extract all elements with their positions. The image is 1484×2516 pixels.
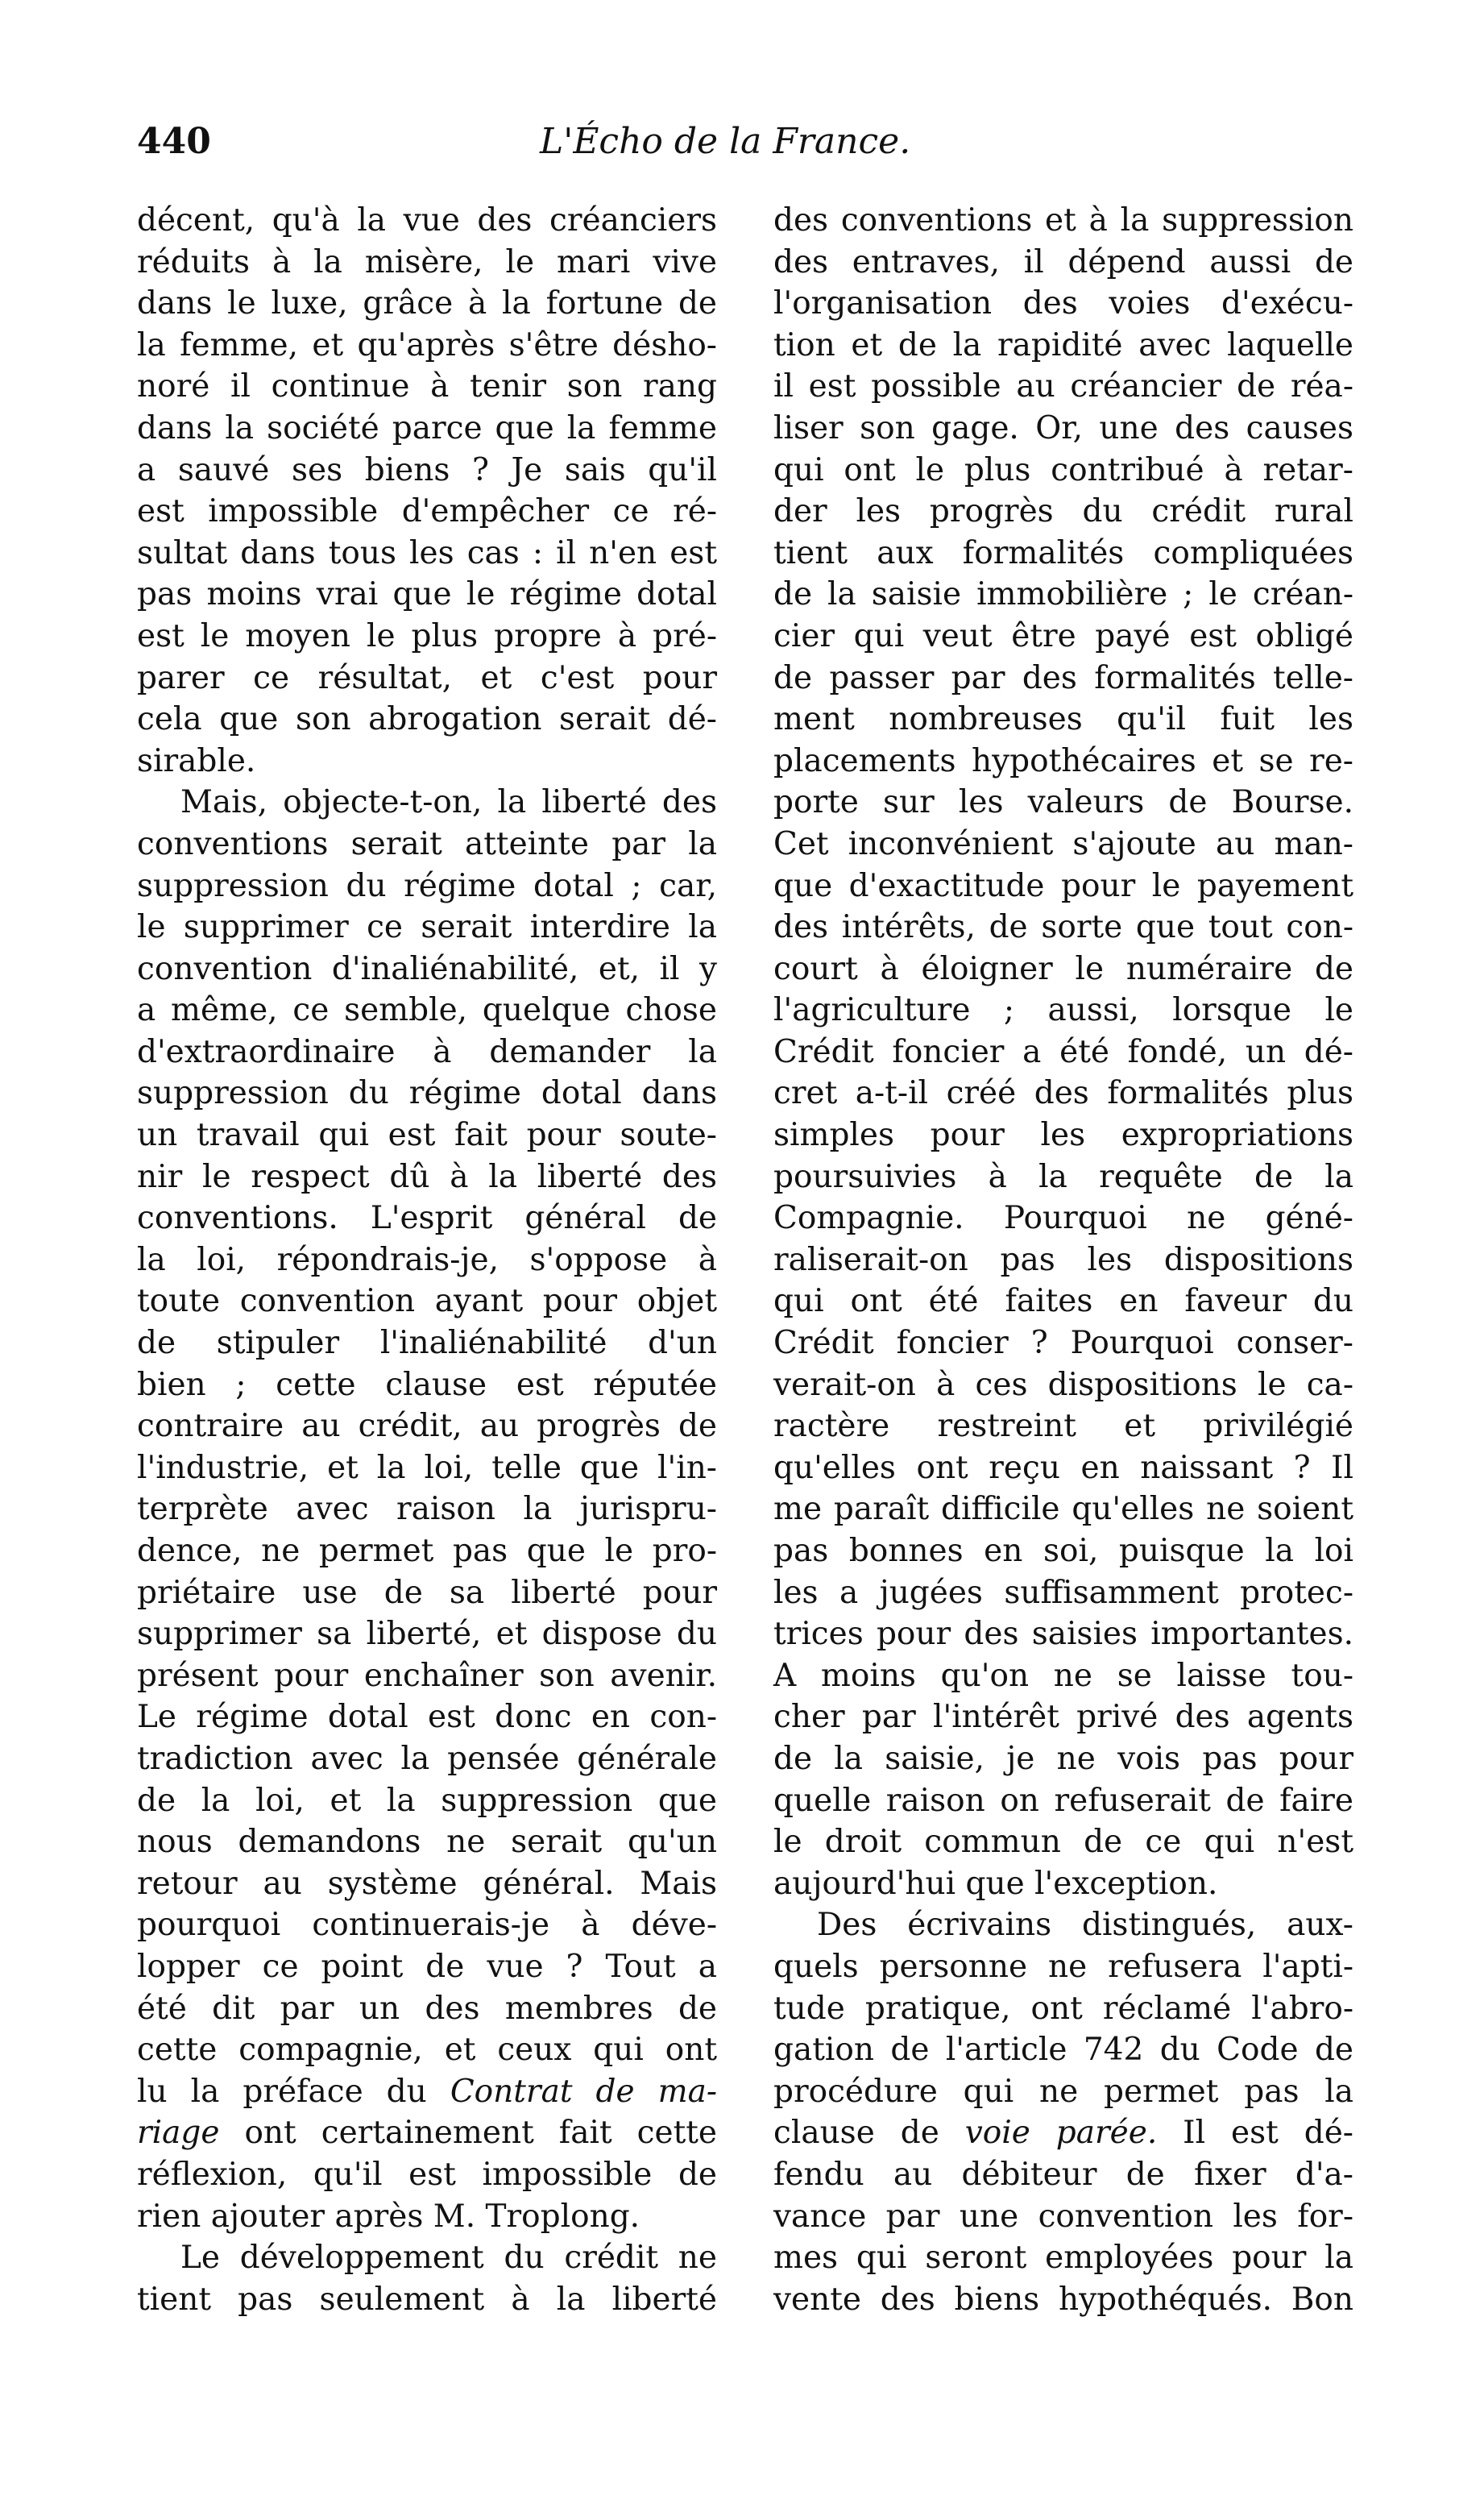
text-line: [137, 949, 717, 990]
line-text: placements hypothécaires et se re-: [773, 742, 1353, 779]
text-line: [773, 1655, 1353, 1697]
line-text: suppression du régime dotal ; car,: [137, 867, 717, 904]
line-text: verait-on à ces dispositions le ca-: [773, 1366, 1353, 1403]
line-text: rien ajouter après M. Troplong.: [137, 2198, 640, 2235]
line-text: de passer par des formalités telle-: [773, 659, 1353, 696]
line-text: court à éloigner le numéraire de: [773, 950, 1353, 987]
line-text: vance par une convention les for-: [773, 2198, 1353, 2235]
text-line: [773, 1738, 1353, 1780]
text-line: [137, 408, 717, 450]
line-text: vente des biens hypothéqués. Bon: [773, 2281, 1353, 2318]
text-line: [137, 1281, 717, 1322]
text-line: [137, 1032, 717, 1073]
line-text: cret a-t-il créé des formalités plus: [773, 1075, 1353, 1112]
line-text: lopper ce point de vue ? Tout a: [137, 1948, 717, 1985]
line-text: poursuivies à la requête de la: [773, 1158, 1353, 1195]
line-text: liser son gage. Or, une des causes: [773, 409, 1353, 446]
text-line: [137, 1073, 717, 1115]
line-text: parer ce résultat, et c'est pour: [137, 659, 717, 696]
text-line: [137, 1904, 717, 1946]
line-text: A moins qu'on ne se laisse tou-: [773, 1657, 1353, 1694]
text-line: [773, 1821, 1353, 1863]
line-text: la femme, et qu'après s'être désho-: [137, 326, 717, 363]
line-text: sirable.: [137, 742, 256, 779]
line-text: l'agriculture ; aussi, lorsque le: [773, 992, 1353, 1029]
text-line: [773, 1863, 1353, 1905]
text-line: [137, 1322, 717, 1364]
line-text: tion et de la rapidité avec laquelle: [773, 326, 1353, 363]
text-line: [773, 1156, 1353, 1198]
text-line: [773, 491, 1353, 533]
text-line: [137, 1946, 717, 1988]
line-text: toute convention ayant pour objet: [137, 1283, 717, 1320]
line-text: dence, ne permet pas que le pro-: [137, 1533, 717, 1569]
line-text: conventions. L'esprit général de: [137, 1200, 717, 1237]
text-line: [773, 325, 1353, 367]
text-line: [773, 408, 1353, 450]
line-text: procédure qui ne permet pas la: [773, 2073, 1353, 2110]
line-text: terprète avec raison la jurispru-: [137, 1491, 717, 1528]
line-text: cette compagnie, et ceux qui ont: [137, 2032, 717, 2069]
text-line: [137, 1572, 717, 1614]
text-line: [137, 1198, 717, 1239]
text-line: [773, 616, 1353, 658]
line-text: des conventions et à la suppression: [773, 202, 1353, 239]
line-text: il est possible au créancier de réa-: [773, 368, 1353, 405]
line-text: conventions serait atteinte par la: [137, 825, 717, 862]
text-line: [773, 949, 1353, 990]
text-line: [137, 1115, 717, 1156]
text-line: [137, 2237, 717, 2279]
text-line: [773, 741, 1353, 783]
text-line: [137, 1863, 717, 1905]
line-text: clause de: [773, 2115, 939, 2152]
text-line: [137, 450, 717, 492]
line-text: Crédit foncier a été fondé, un dé-: [773, 1033, 1353, 1070]
line-text: décent, qu'à la vue des créanciers: [137, 202, 717, 239]
text-line: [137, 866, 717, 907]
line-text: sultat dans tous les cas : il n'en est: [137, 534, 717, 571]
text-line: [773, 283, 1353, 325]
text-line: [137, 1239, 717, 1281]
line-text: Cet inconvénient s'ajoute au man-: [773, 825, 1353, 862]
line-text: pas bonnes en soi, puisque la loi: [773, 1533, 1353, 1569]
text-line: [773, 782, 1353, 824]
text-line: [137, 2154, 717, 2196]
line-text: pas moins vrai que le régime dotal: [137, 576, 717, 613]
line-text: porte sur les valeurs de Bourse.: [773, 784, 1353, 821]
text-line: [773, 533, 1353, 575]
left-text-column: [137, 200, 717, 2320]
text-line: [137, 242, 717, 284]
text-line: [773, 1946, 1353, 1988]
text-line: [137, 616, 717, 658]
line-text: cela que son abrogation serait dé-: [137, 701, 717, 738]
text-line: [137, 699, 717, 741]
page-number: 440: [137, 121, 211, 162]
line-text: Le régime dotal est donc en con-: [137, 1699, 717, 1736]
text-line: [137, 1738, 717, 1780]
text-line: [137, 1821, 717, 1863]
text-line: [773, 2237, 1353, 2279]
text-line: [137, 1530, 717, 1572]
line-text: la loi, répondrais-je, s'oppose à: [137, 1241, 717, 1278]
text-line: [773, 1281, 1353, 1322]
line-text: mes qui seront employées pour la: [773, 2240, 1353, 2277]
line-text: ment nombreuses qu'il fuit les: [773, 701, 1353, 738]
text-line: [773, 2029, 1353, 2071]
text-line: [137, 1780, 717, 1822]
text-line: [137, 907, 717, 949]
line-text: a sauvé ses biens ? Je sais qu'il: [137, 451, 717, 488]
line-text: nir le respect dû à la liberté des: [137, 1158, 717, 1195]
text-line: [773, 2112, 1353, 2154]
line-text: quelle raison on refuserait de faire: [773, 1782, 1353, 1819]
line-text: me paraît difficile qu'elles ne soient: [773, 1491, 1353, 1528]
text-line: [773, 2071, 1353, 2113]
text-line: [773, 1032, 1353, 1073]
text-line: [773, 242, 1353, 284]
text-line: [137, 1988, 717, 2030]
line-text: simples pour les expropriations: [773, 1117, 1353, 1154]
right-text-column: [773, 200, 1353, 2320]
italic-text: riage: [137, 2115, 220, 2152]
line-text: convention d'inaliénabilité, et, il y: [137, 950, 717, 987]
line-text: d'extraordinaire à demander la: [137, 1033, 717, 1070]
line-text: de la loi, et la suppression que: [137, 1782, 717, 1819]
line-text: der les progrès du crédit rural: [773, 493, 1353, 530]
text-line: [773, 907, 1353, 949]
line-text: gation de l'article 742 du Code de: [773, 2032, 1353, 2069]
line-text: contraire au crédit, au progrès de: [137, 1408, 717, 1445]
text-line: [773, 2154, 1353, 2196]
line-text: réduits à la misère, le mari vive: [137, 243, 717, 280]
text-line: [773, 1073, 1353, 1115]
text-line: [773, 1530, 1353, 1572]
line-text: nous demandons ne serait qu'un: [137, 1824, 717, 1861]
text-line: [137, 1696, 717, 1738]
line-text: qui ont été faites en faveur du: [773, 1283, 1353, 1320]
line-text: de la saisie, je ne vois pas pour: [773, 1740, 1353, 1777]
line-text: ont certainement fait cette: [244, 2115, 717, 2152]
text-line: [137, 1156, 717, 1198]
line-text: lu la préface du: [137, 2073, 427, 2110]
text-line: [773, 866, 1353, 907]
line-text: est le moyen le plus propre à pré-: [137, 617, 717, 654]
line-text: supprimer sa liberté, et dispose du: [137, 1616, 717, 1653]
text-line: [137, 491, 717, 533]
text-line: [773, 1239, 1353, 1281]
running-title: L'Écho de la France.: [540, 121, 911, 162]
text-line: [773, 1780, 1353, 1822]
text-line: [137, 366, 717, 408]
text-line: [137, 2279, 717, 2321]
line-text: de la saisie immobilière ; le créan-: [773, 576, 1353, 613]
text-line: [137, 200, 717, 242]
line-text: cher par l'intérêt privé des agents: [773, 1699, 1353, 1736]
text-line: [773, 574, 1353, 616]
line-text: dans le luxe, grâce à la fortune de: [137, 285, 717, 322]
line-text: l'organisation des voies d'exécu-: [773, 285, 1353, 322]
text-line: [137, 2112, 717, 2154]
line-text: qu'elles ont reçu en naissant ? Il: [773, 1449, 1353, 1486]
line-text: été dit par un des membres de: [137, 1990, 717, 2027]
text-line: [137, 990, 717, 1032]
line-text: Crédit foncier ? Pourquoi conser-: [773, 1325, 1353, 1362]
line-text: aujourd'hui que l'exception.: [773, 1865, 1218, 1902]
line-text: tient aux formalités compliquées: [773, 534, 1353, 571]
line-text: les a jugées suffisamment protec-: [773, 1574, 1353, 1611]
line-text: bien ; cette clause est réputée: [137, 1366, 717, 1403]
text-line: [773, 1572, 1353, 1614]
text-line: [137, 325, 717, 367]
text-line: [773, 1115, 1353, 1156]
text-line: [137, 574, 717, 616]
text-line: [773, 2279, 1353, 2321]
text-line: [773, 1198, 1353, 1239]
text-line: [137, 1613, 717, 1655]
line-text: présent pour enchaîner son avenir.: [137, 1657, 717, 1694]
line-text: Des écrivains distingués, aux-: [817, 1907, 1353, 1944]
text-line: [773, 1322, 1353, 1364]
text-line: [773, 200, 1353, 242]
text-line: [137, 2196, 717, 2238]
line-text: Compagnie. Pourquoi ne géné-: [773, 1200, 1353, 1237]
line-text: Il est dé-: [1157, 2115, 1353, 2152]
text-line: [773, 824, 1353, 866]
italic-text: Contrat de ma-: [450, 2073, 717, 2110]
line-text: dans la société parce que la femme: [137, 409, 717, 446]
line-text: suppression du régime dotal dans: [137, 1075, 717, 1112]
line-text: que d'exactitude pour le payement: [773, 867, 1353, 904]
text-line: [137, 741, 717, 783]
line-text: un travail qui est fait pour soute-: [137, 1117, 717, 1154]
text-line: [773, 1488, 1353, 1530]
line-text: raliserait-on pas les dispositions: [773, 1241, 1353, 1278]
line-text: quels personne ne refusera l'apti-: [773, 1948, 1353, 1985]
line-text: qui ont le plus contribué à retar-: [773, 451, 1353, 488]
text-line: [137, 1488, 717, 1530]
line-text: cier qui veut être payé est obligé: [773, 617, 1353, 654]
line-text: des intérêts, de sorte que tout con-: [773, 909, 1353, 946]
text-line: [137, 824, 717, 866]
text-line: [773, 1904, 1353, 1946]
text-line: [137, 1655, 717, 1697]
line-text: priétaire use de sa liberté pour: [137, 1574, 717, 1611]
text-line: [773, 1696, 1353, 1738]
line-text: pourquoi continuerais-je à déve-: [137, 1907, 717, 1944]
text-line: [773, 1613, 1353, 1655]
text-line: [137, 1364, 717, 1406]
text-line: [773, 1364, 1353, 1406]
line-text: le droit commun de ce qui n'est: [773, 1824, 1353, 1861]
line-text: a même, ce semble, quelque chose: [137, 992, 717, 1029]
text-line: [773, 1405, 1353, 1447]
line-text: le supprimer ce serait interdire la: [137, 909, 717, 946]
text-line: [137, 658, 717, 700]
line-text: Mais, objecte-t-on, la liberté des: [180, 784, 717, 821]
text-line: [137, 533, 717, 575]
line-text: Le développement du crédit ne: [180, 2240, 717, 2277]
line-text: noré il continue à tenir son rang: [137, 368, 717, 405]
line-text: tient pas seulement à la liberté: [137, 2281, 717, 2318]
text-line: [773, 658, 1353, 700]
text-line: [773, 450, 1353, 492]
line-text: tradiction avec la pensée générale: [137, 1740, 717, 1777]
text-line: [773, 1988, 1353, 2030]
text-line: [137, 2071, 717, 2113]
text-line: [773, 990, 1353, 1032]
line-text: des entraves, il dépend aussi de: [773, 243, 1353, 280]
line-text: ractère restreint et privilégié: [773, 1408, 1353, 1445]
text-line: [137, 1447, 717, 1489]
italic-text: voie parée.: [964, 2115, 1158, 2152]
text-line: [773, 366, 1353, 408]
line-text: réflexion, qu'il est impossible de: [137, 2156, 717, 2193]
line-text: est impossible d'empêcher ce ré-: [137, 493, 717, 530]
text-line: [137, 1405, 717, 1447]
text-line: [137, 2029, 717, 2071]
text-line: [773, 1447, 1353, 1489]
line-text: fendu au débiteur de fixer d'a-: [773, 2156, 1353, 2193]
text-line: [773, 699, 1353, 741]
line-text: de stipuler l'inaliénabilité d'un: [137, 1325, 717, 1362]
line-text: l'industrie, et la loi, telle que l'in-: [137, 1449, 717, 1486]
line-text: tude pratique, ont réclamé l'abro-: [773, 1990, 1353, 2027]
text-line: [137, 782, 717, 824]
text-line: [137, 283, 717, 325]
page-header: [137, 121, 1353, 185]
line-text: trices pour des saisies importantes.: [773, 1616, 1353, 1653]
text-line: [773, 2196, 1353, 2238]
line-text: retour au système général. Mais: [137, 1865, 717, 1902]
